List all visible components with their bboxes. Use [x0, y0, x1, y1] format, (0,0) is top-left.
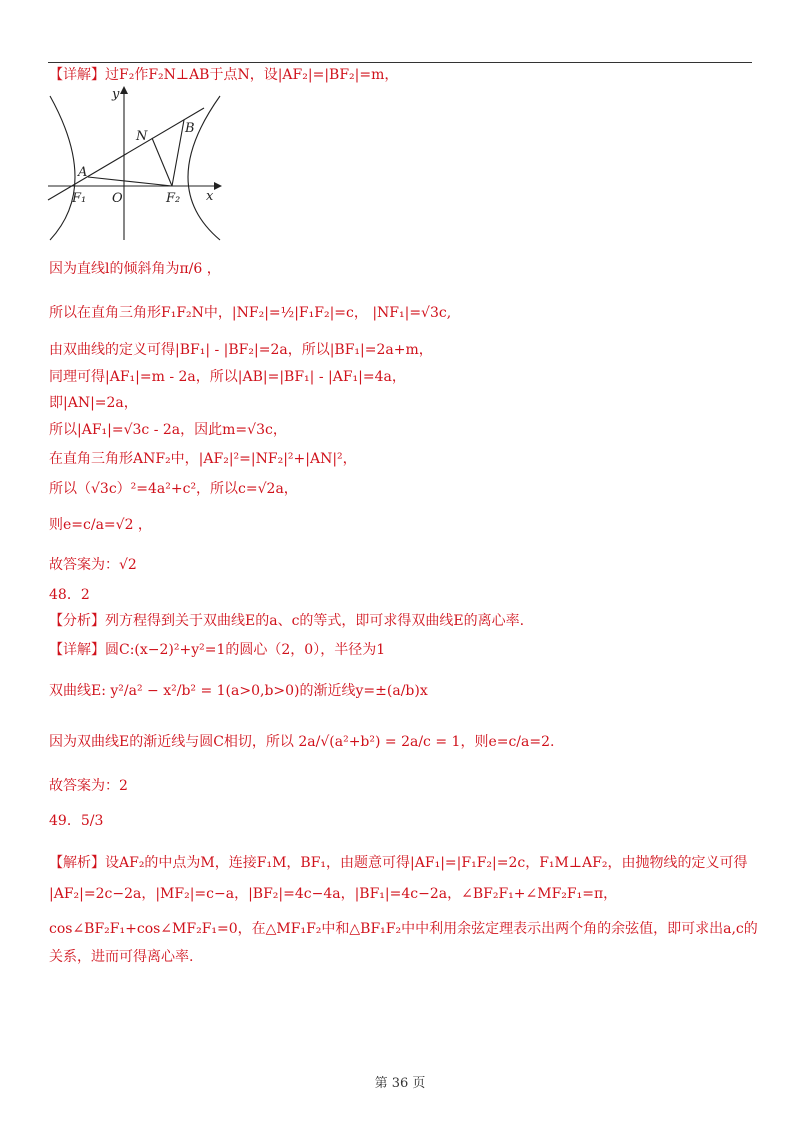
solution-line-4: 由双曲线的定义可得|BF₁| - |BF₂|=2a，所以|BF₁|=2a+m， [49, 342, 433, 358]
analysis-49-line-1: 【解析】设AF₂的中点为M，连接F₁M，BF₁，由题意可得|AF₁|=|F₁F₂|=2c，F₁M⊥AF₂，由抛物线的定义可得 [49, 855, 748, 871]
problem-48-header: 48．2 [49, 587, 90, 603]
solution-line-10: 则e=c/a=√2 ， [49, 517, 152, 533]
solution-line-3: 所以在直角三角形F₁F₂N中，|NF₂|=½|F₁F₂|=c， |NF₁|=√3c, [49, 305, 452, 321]
label-x: x [206, 189, 214, 204]
solution-line-7: 所以|AF₁|=√3c - 2a，因此m=√3c， [49, 422, 287, 438]
top-rule [48, 62, 752, 63]
label-A: A [78, 165, 88, 180]
solution-line-6: 即|AN|=2a， [49, 395, 138, 411]
label-F1: F₁ [72, 191, 87, 206]
hyperbola-diagram [44, 82, 224, 242]
analysis-49-line-4: 关系，进而可得离心率. [49, 949, 194, 965]
hyperbola-figure [44, 82, 224, 246]
label-y: y [112, 87, 120, 102]
answer-line-47: 故答案为：√2 [49, 557, 137, 573]
page-number: 第 36 页 [374, 1076, 426, 1091]
label-N: N [136, 129, 148, 144]
solution-line-2: 因为直线l的倾斜角为π/6 ， [49, 261, 221, 277]
label-B: B [185, 121, 195, 136]
analysis-48: 【分析】列方程得到关于双曲线E的a、c的等式，即可求得双曲线E的离心率. [49, 613, 525, 629]
problem-49-header: 49．5/3 [49, 813, 104, 829]
label-F2: F₂ [166, 191, 181, 206]
solution-line-9: 所以（√3c）²=4a²+c²，所以c=√2a， [49, 481, 298, 497]
analysis-49-line-3: cos∠BF₂F₁+cos∠MF₂F₁=0，在△MF₁F₂中和△BF₁F₂中中利用余弦定理表示出两个角的余弦值，即可求出a,c的 [49, 921, 758, 937]
detail-48-line-2: 双曲线E: y²/a² − x²/b² = 1(a>0,b>0)的渐近线y=±(a/b)x [49, 683, 428, 699]
solution-line-1: 【详解】过F₂作F₂N⊥AB于点N，设|AF₂|=|BF₂|=m， [49, 67, 399, 83]
detail-48-line-1: 【详解】圆C:(x−2)²+y²=1的圆心（2，0），半径为1 [49, 642, 386, 658]
solution-line-8: 在直角三角形ANF₂中，|AF₂|²=|NF₂|²+|AN|²， [49, 451, 357, 467]
detail-48-line-3: 因为双曲线E的渐近线与圆C相切，所以 2a/√(a²+b²) = 2a/c = 1，则e=c/a=2. [49, 734, 555, 750]
analysis-49-line-2: |AF₂|=2c−2a，|MF₂|=c−a，|BF₂|=4c−4a，|BF₁|=4c−2a，∠BF₂F₁+∠MF₂F₁=π， [49, 886, 618, 902]
solution-line-5: 同理可得|AF₁|=m - 2a，所以|AB|=|BF₁| - |AF₁|=4a， [49, 369, 406, 385]
label-O: O [112, 191, 123, 206]
answer-line-48: 故答案为：2 [49, 778, 128, 794]
